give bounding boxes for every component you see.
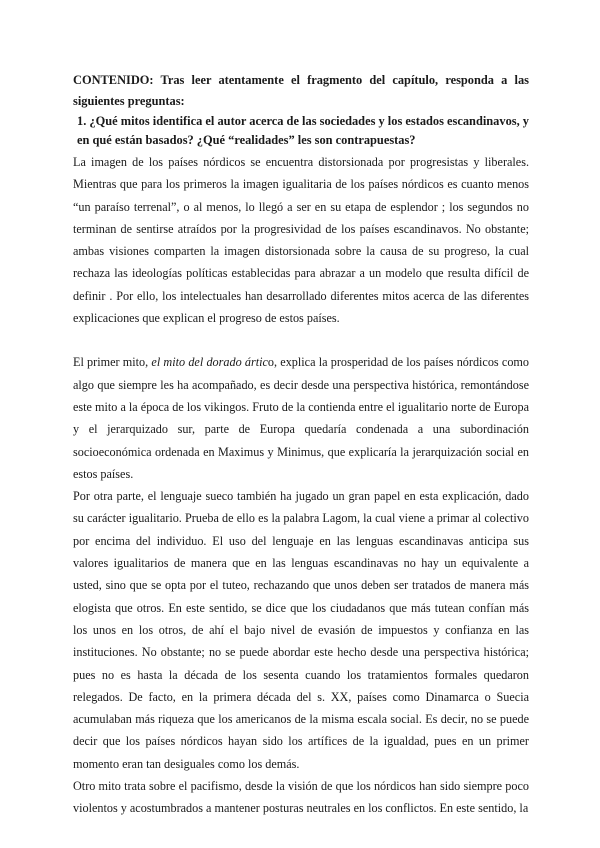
paragraph-2-italic: el mito del dorado ártic [151, 355, 268, 370]
document-page [73, 70, 529, 820]
paragraph-2-start: El primer mito, [73, 355, 152, 370]
paragraph-2 [73, 351, 529, 485]
paragraph-1: La imagen de los países nórdicos se encuentra distorsionada por progresistas y liberales. Mientras que para los primeros la imagen igualitaria de los países nórdicos es cuanto menos “un paraíso terrenal”, o al menos, lo llegó a ser en su etapa de esplendor ; los segundos no terminan de sentirse atraídos por la progresividad de los países escandinavos. No obstante; ambas visiones comparten la imagen distorsionada sobre la causa de su progreso, la cual rechaza las ideologías políticas establecidas para abrazar a un modelo que resulta difícil de definir . Por ello, los intelectuales han desarrollado diferentes mitos acerca de las diferentes explicaciones que explican el progreso de estos países. [73, 155, 529, 326]
paragraph-4: Otro mito trata sobre el pacifismo, desde la visión de que los nórdicos han sido siempre poco violentos y acostumbrados a mantener posturas neutrales en los conflictos. En este sentido, la [73, 779, 529, 816]
paragraph-2-rest: o, explica la prosperidad de los países nórdicos como algo que siempre les ha acompañado, es decir desde una perspectiva histórica, remontándose este mito a la época de los vikingos. Fruto de la contienda entre el igualitario norte de Europa y el jerarquizado sur, parte de Europa quedaría condenada a una subordinación socioeconómica ordenada en Maximus y Minimus, que explicaría la jerarquización social en estos países. [73, 355, 529, 481]
paragraph-gap [73, 329, 529, 351]
paragraph-3: Por otra parte, el lenguaje sueco también ha jugado un gran papel en esta explicación, dado su carácter igualitario. Prueba de ello es la palabra Lagom, la cual viene a primar al colectivo por encima del individuo. El uso del lenguaje en las lenguas escandinavas anticipa sus valores igualitarios de manera que en las lenguas escandinavas no hay un equivalente a usted, sino que se opta por el tuteo, rechazando que unos deben ser tratados de manera más elogista que otros. En este sentido, se dice que los ciudadanos que más tutean confían más los unos en los otros, de ahí el bajo nivel de evasión de impuestos y confianza en las instituciones. No obstante; no se puede abordar este hecho desde una perspectiva histórica; pues no es hasta la década de los sesenta cuando los tratamientos formales quedaron relegados. De facto, en la primera década del s. XX, países como Dinamarca o Suecia acumulaban más riqueza que los americanos de la misma escala social. Es decir, no se puede decir que los países nórdicos hayan sido los artífices de la igualdad, pues en un primer momento eran tan desiguales como los demás. [73, 489, 529, 771]
content-heading: CONTENIDO: Tras leer atentamente el fragmento del capítulo, responda a las siguientes preguntas: [73, 73, 529, 108]
question-1: 1. ¿Qué mitos identifica el autor acerca de las sociedades y los estados escandinavos, y en qué están basados? ¿Qué “realidades” les son contrapuestas? [77, 114, 529, 147]
